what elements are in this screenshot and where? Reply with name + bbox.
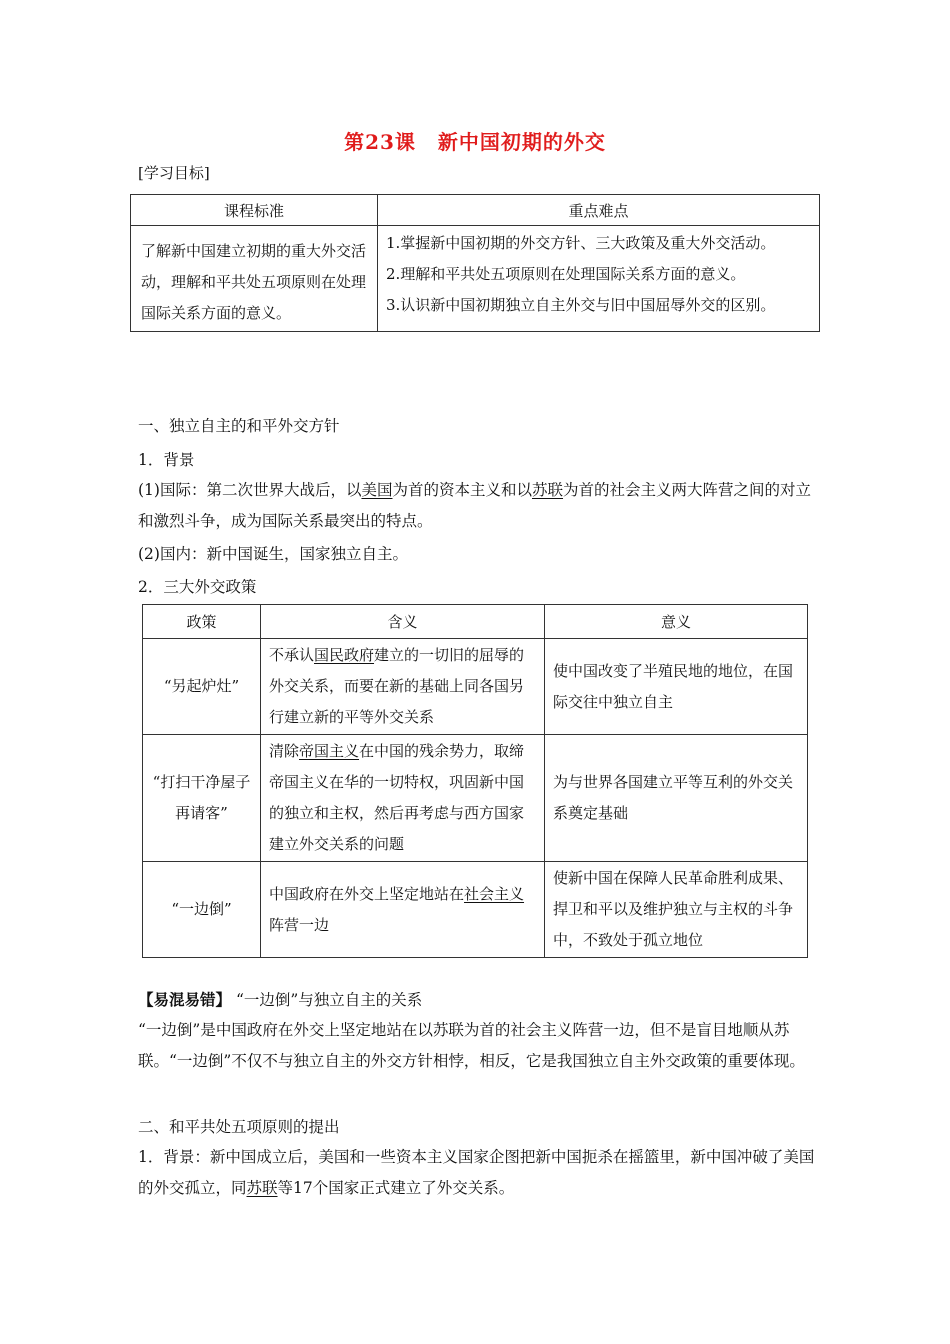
- policy-significance: 使中国改变了半殖民地的地位，在国际交往中独立自主: [545, 639, 808, 735]
- confusion-title: “一边倒”与独立自主的关系: [235, 991, 423, 1009]
- page-title: [0, 126, 950, 155]
- goals-header-standard: 课程标准: [131, 195, 378, 226]
- key-point: 2.理解和平共处五项原则在处理国际关系方面的意义。: [386, 265, 746, 283]
- confusion-heading: [138, 988, 818, 1010]
- key-point: 3.认识新中国初期独立自主外交与旧中国屈辱外交的区别。: [386, 296, 776, 314]
- confusion-tag: 【易混易错】: [138, 990, 232, 1009]
- blank-answer: 帝国主义: [299, 742, 360, 760]
- policy-name: “一边倒”: [143, 862, 261, 958]
- policy-header: 政策: [143, 605, 261, 639]
- policy-table: [142, 604, 808, 958]
- table-row: [143, 862, 808, 958]
- policy-name: “打扫干净屋子再请客”: [143, 735, 261, 862]
- policy-meaning: 清除帝国主义在中国的残余势力，取缔帝国主义在华的一切特权，巩固新中国的独立和主权，然后再考虑与西方国家建立外交关系的问题: [261, 735, 545, 862]
- sub-heading: 2．三大外交政策: [138, 578, 257, 596]
- section-heading: 一、独立自主的和平外交方针: [138, 417, 340, 435]
- policy-significance: 为与世界各国建立平等互利的外交关系奠定基础: [545, 735, 808, 862]
- blank-answer: 苏联: [246, 1179, 278, 1197]
- blank-answer: 社会主义: [464, 884, 525, 903]
- blank-answer: 苏联: [532, 481, 564, 499]
- blank-answer: 国民政府: [314, 646, 375, 664]
- table-row: [143, 639, 808, 735]
- meaning-header: 含义: [261, 605, 545, 639]
- key-point: 1.掌握新中国初期的外交方针、三大政策及重大外交活动。: [386, 234, 776, 252]
- course-standard-cell: 了解新中国建立初期的重大外交活动，理解和平共处五项原则在处理国际关系方面的意义。: [131, 226, 378, 332]
- blank-answer: 美国: [361, 481, 393, 499]
- key-points-cell: [378, 226, 820, 332]
- policy-meaning: 中国政府在外交上坚定地站在社会主义阵营一边: [261, 862, 545, 958]
- lesson-title: 新中国初期的外交: [437, 130, 606, 154]
- international-background: (1)国际：第二次世界大战后，以美国为首的资本主义和以苏联为首的社会主义两大阵营之间的对立和激烈斗争，成为国际关系最突出的特点。: [138, 481, 812, 530]
- goals-label: [学习目标]: [138, 164, 210, 182]
- confusion-body: “一边倒”是中国政府在外交上坚定地站在以苏联为首的社会主义阵营一边，但不是盲目地顺从苏联。“一边倒”不仅不与独立自主的外交方针相悖，相反，它是我国独立自主外交政策的重要体现。: [138, 1021, 805, 1070]
- table-row: [143, 735, 808, 862]
- section-heading: 二、和平共处五项原则的提出: [138, 1118, 340, 1136]
- significance-header: 意义: [545, 605, 808, 639]
- policy-meaning: 不承认国民政府建立的一切旧的屈辱的外交关系，而要在新的基础上同各国另行建立新的平等外交关系: [261, 639, 545, 735]
- domestic-background: (2)国内：新中国诞生，国家独立自主。: [138, 545, 408, 563]
- goals-table: [130, 194, 820, 332]
- policy-significance: 使新中国在保障人民革命胜利成果、捍卫和平以及维护独立与主权的斗争中，不致处于孤立地位: [545, 862, 808, 958]
- sub-heading: 1．背景: [138, 451, 195, 469]
- lesson-number: 第23课: [344, 130, 416, 154]
- policy-name: “另起炉灶”: [143, 639, 261, 735]
- goals-header-keypoints: 重点难点: [378, 195, 820, 226]
- section2-background: 1．背景：新中国成立后，美国和一些资本主义国家企图把新中国扼杀在摇篮里，新中国冲破了美国的外交孤立，同苏联等17个国家正式建立了外交关系。: [138, 1148, 815, 1197]
